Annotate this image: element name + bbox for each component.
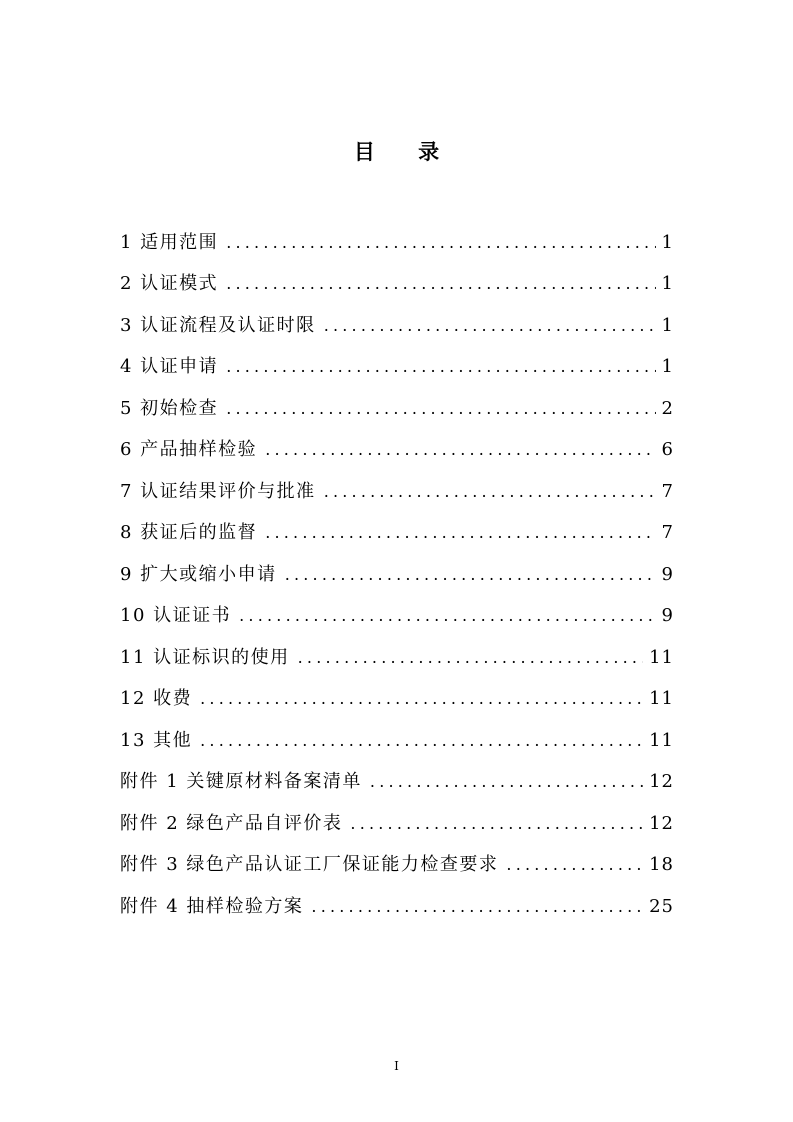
toc-entry[interactable]	[120, 882, 674, 924]
toc-entry-label: 附件 4 抽样检验方案	[120, 895, 304, 917]
toc-entry-page: 9	[661, 563, 674, 585]
toc-entry-label: 附件 2 绿色产品自评价表	[120, 812, 343, 834]
toc-dot-leader	[200, 682, 643, 716]
toc-entry[interactable]	[120, 260, 674, 302]
toc-entry-page: 12	[649, 812, 674, 834]
toc-entry[interactable]	[120, 716, 674, 758]
toc-entry[interactable]	[120, 467, 674, 509]
toc-entry-page: 25	[649, 895, 674, 917]
toc-entry-label: 4 认证申请	[120, 356, 219, 377]
toc-entry[interactable]	[120, 343, 674, 385]
toc-entry[interactable]	[120, 218, 674, 260]
toc-entry-page: 12	[649, 771, 674, 792]
toc-entry-label: 5 初始检查	[120, 397, 219, 419]
toc-entry-label: 附件 1 关键原材料备案清单	[120, 771, 362, 792]
toc-entry-label: 12 收费	[120, 688, 193, 709]
toc-entry-label: 8 获证后的监督	[120, 522, 258, 543]
toc-entry-page: 11	[649, 646, 674, 668]
toc-entry[interactable]	[120, 550, 674, 592]
toc-entry-page: 2	[661, 397, 674, 419]
toc-entry-page: 11	[649, 729, 674, 751]
toc-entry-page: 1	[661, 231, 674, 253]
toc-entry[interactable]	[120, 426, 674, 468]
toc-entry-label: 3 认证流程及认证时限	[120, 314, 316, 336]
toc-entry-page: 9	[661, 605, 674, 626]
toc-dot-leader	[370, 765, 643, 799]
toc-entry[interactable]	[120, 301, 674, 343]
toc-entry-page: 1	[661, 314, 674, 336]
toc-entry-page: 7	[661, 522, 674, 543]
toc-dot-leader	[265, 516, 655, 550]
toc-title: 目 录	[353, 139, 458, 164]
toc-dot-leader	[226, 392, 655, 426]
toc-entry[interactable]	[120, 675, 674, 717]
toc-entry-label: 6 产品抽样检验	[120, 439, 258, 460]
toc-entry-label: 1 适用范围	[120, 231, 219, 253]
page-number: I	[394, 1059, 399, 1073]
toc-dot-leader	[324, 475, 656, 509]
toc-list	[120, 218, 674, 924]
toc-entry-label: 7 认证结果评价与批准	[120, 480, 316, 502]
toc-dot-leader	[298, 641, 643, 675]
toc-entry-label: 11 认证标识的使用	[120, 646, 290, 668]
toc-dot-leader	[285, 558, 656, 592]
toc-entry[interactable]	[120, 509, 674, 551]
toc-entry-label: 2 认证模式	[120, 273, 219, 294]
toc-dot-leader	[239, 599, 655, 633]
toc-entry[interactable]	[120, 841, 674, 883]
toc-entry[interactable]	[120, 758, 674, 800]
toc-dot-leader	[311, 890, 643, 924]
toc-entry-page: 11	[649, 688, 674, 709]
toc-dot-leader	[265, 433, 655, 467]
toc-dot-leader	[226, 350, 655, 384]
toc-entry-label: 13 其他	[120, 729, 193, 751]
toc-entry[interactable]	[120, 799, 674, 841]
toc-dot-leader	[200, 724, 643, 758]
toc-dot-leader	[324, 309, 656, 343]
toc-dot-leader	[226, 226, 655, 260]
toc-entry-page: 1	[661, 273, 674, 294]
toc-entry-page: 1	[661, 356, 674, 377]
toc-entry-page: 7	[661, 480, 674, 502]
toc-entry[interactable]	[120, 592, 674, 634]
toc-entry[interactable]	[120, 633, 674, 675]
toc-entry-label: 附件 3 绿色产品认证工厂保证能力检查要求	[120, 854, 499, 875]
toc-entry-page: 6	[661, 439, 674, 460]
toc-entry-page: 18	[649, 854, 674, 875]
toc-entry-label: 10 认证证书	[120, 605, 232, 626]
toc-dot-leader	[350, 807, 643, 841]
toc-dot-leader	[506, 848, 643, 882]
toc-entry[interactable]	[120, 384, 674, 426]
toc-entry-label: 9 扩大或缩小申请	[120, 563, 277, 585]
toc-dot-leader	[226, 267, 655, 301]
